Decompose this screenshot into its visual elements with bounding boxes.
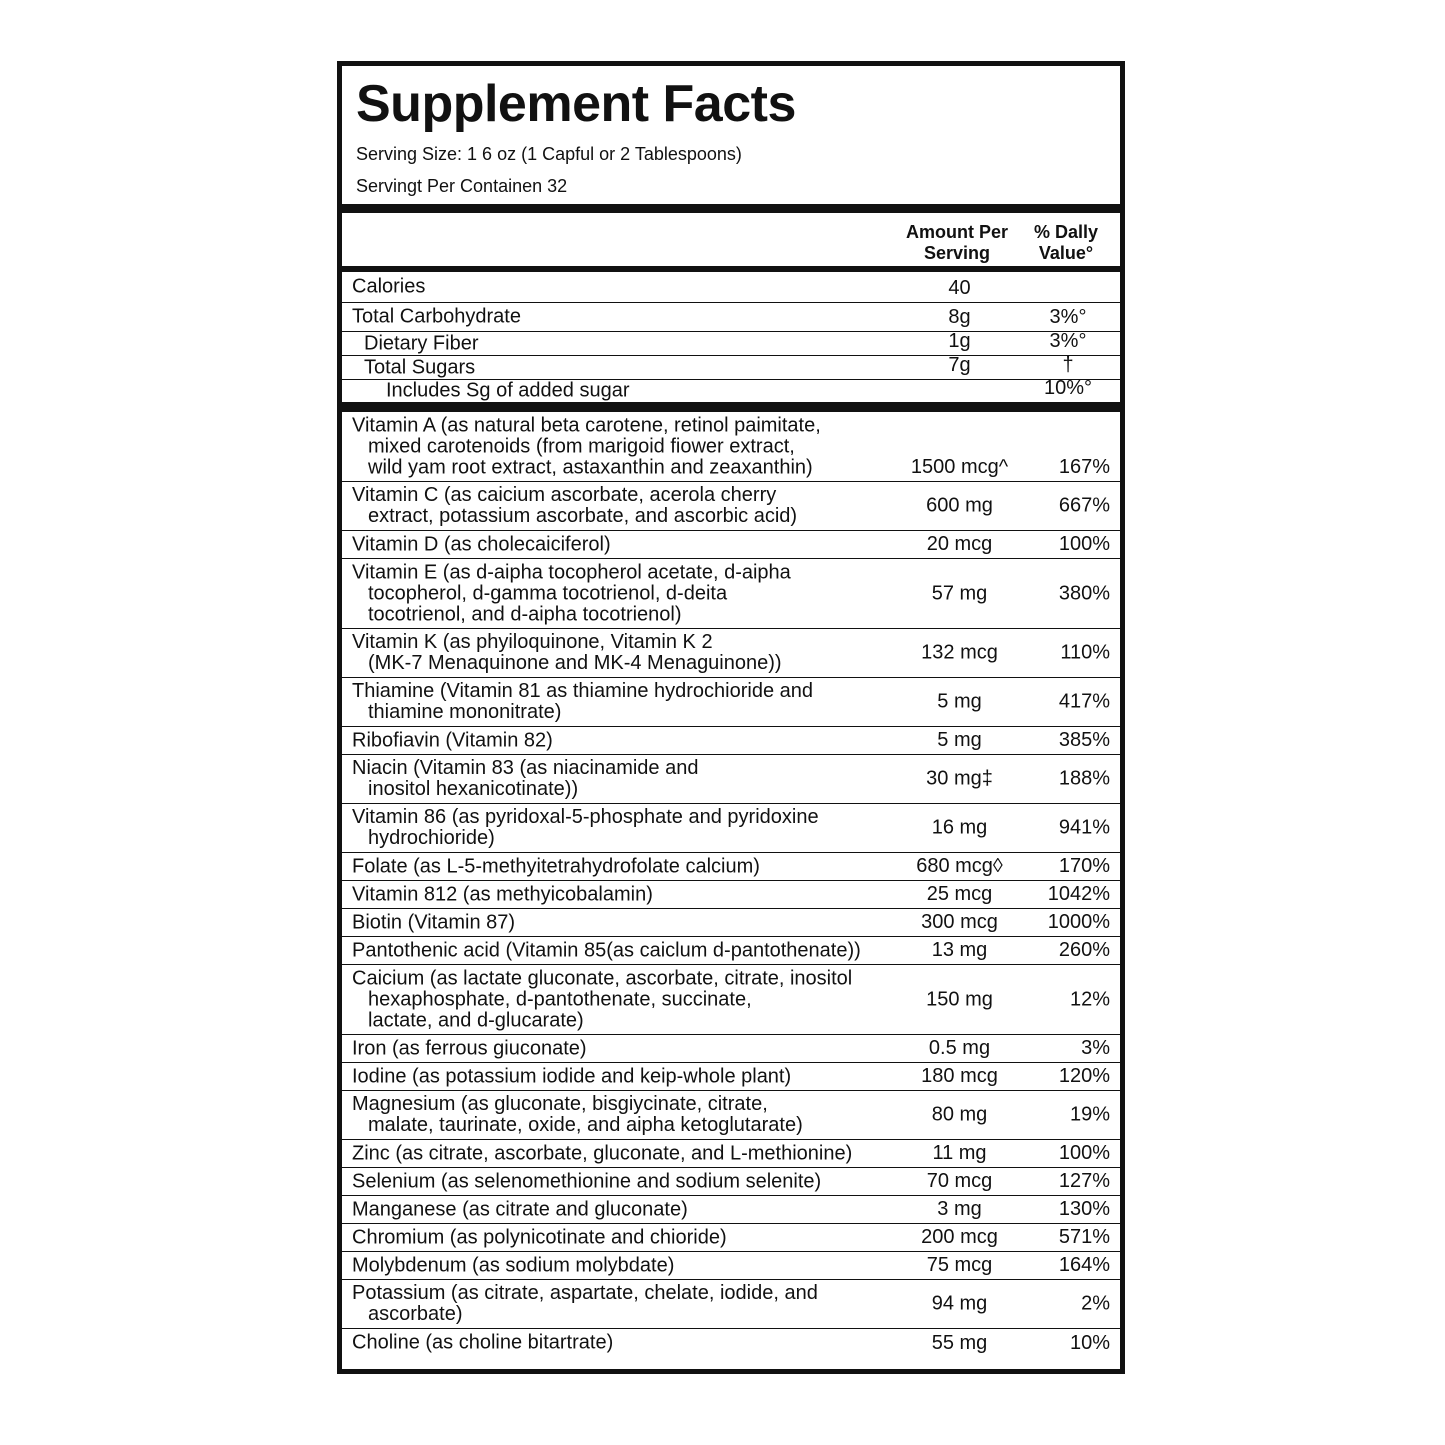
thick-divider-2 [342,402,1120,412]
daily-value-header [1022,222,1110,264]
nutrient-name-line: Vitamin C (as caicium ascorbate, acerola cherry [352,484,777,506]
nutrient-name [352,415,932,478]
nutrient-daily-value: 380% [1058,582,1110,604]
nutrient-name-line: Thiamine (Vitamin 81 as thiamine hydrochioride and [352,680,813,702]
nutrient-name-line: tocopherol, d-gamma tocotrienol, d-deita [368,582,728,604]
servings-per-container: Servingt Per Containen 32 [356,176,568,196]
nutrient-name-line: Niacin (Vitamin 83 (as niacinamide and [352,757,699,779]
nutrient-name-line: hydrochioride) [368,827,495,849]
nutrient-row [342,755,1120,804]
nutrient-name [352,968,932,1031]
nutrient-amount: 680 mcg◊ [916,855,1003,877]
macro-row [342,377,1120,402]
nutrient-name [352,1199,932,1220]
nutrient-amount: 16 mg [931,816,988,839]
nutrient-name [352,807,932,849]
nutrient-name-line: Vitamin E (as d-aipha tocopherol acetate, d-aipha [352,561,791,583]
nutrient-daily-value: 571% [1058,1226,1110,1248]
dv-header-line2: Value° [1038,243,1094,263]
nutrient-row [342,678,1120,727]
nutrient-daily-value: 941% [1058,816,1110,839]
nutrient-amount: 20 mcg [926,533,993,555]
nutrient-row [342,1329,1120,1357]
nutrient-name-line: Iron (as ferrous giuconate) [352,1037,587,1059]
nutrient-row [342,482,1120,531]
nutrient-name-line: Vitamin A (as natural beta carotene, retinol paimitate, [352,414,821,436]
macro-row [342,272,1120,303]
macro-name: Total Sugars [364,356,476,378]
nutrient-amount: 0.5 mg [928,1037,991,1059]
amount-per-serving-header [902,222,1012,264]
nutrient-name [352,884,932,905]
nutrient-daily-value: 120% [1058,1065,1110,1087]
nutrient-amount: 5 mg [937,729,982,751]
nutrient-amount: 600 mg [926,494,993,517]
nutrient-row [342,559,1120,629]
nutrient-row [342,1091,1120,1140]
serving-size: Serving Size: 1 6 oz (1 Capful or 2 Tablespoons) [356,144,742,164]
macro-daily-value: † [1062,354,1074,376]
nutrient-row [342,853,1120,881]
nutrient-name [352,1227,932,1248]
macro-name: Total Carbohydrate [352,305,521,328]
supplement-facts-panel [337,61,1125,1374]
nutrient-amount: 1500 mcg^ [910,456,1009,478]
nutrient-amount: 150 mg [926,988,993,1010]
nutrient-name-line: (MK-7 Menaquinone and MK-4 Menaguinone)) [368,652,782,674]
nutrient-amount: 30 mg‡ [926,767,993,790]
nutrient-amount: 180 mcg [921,1065,998,1087]
panel-title: Supplement Facts [356,75,796,133]
nutrient-daily-value: 260% [1058,939,1110,961]
nutrient-amount: 80 mg [931,1103,988,1126]
nutrient-amount: 200 mcg [921,1226,998,1248]
nutrient-daily-value: 1042% [1047,883,1110,905]
nutrient-row [342,937,1120,965]
nutrient-daily-value: 100% [1058,533,1110,555]
nutrient-row [342,727,1120,755]
nutrient-daily-value: 100% [1058,1142,1110,1164]
nutrient-name-line: Biotin (Vitamin 87) [352,911,516,933]
macro-daily-value: 10%° [1043,377,1093,399]
nutrient-name-line: Chromium (as polynicotinate and chioride) [352,1226,727,1248]
nutrient-row [342,1035,1120,1063]
nutrient-name [352,940,932,961]
macro-amount: 1g [948,330,971,352]
nutrient-name [352,485,932,527]
nutrient-amount: 132 mcg [921,641,998,664]
nutrient-amount: 3 mg [937,1198,982,1220]
nutrient-name-line: inositol hexanicotinate)) [368,778,579,800]
macro-amount: 8g [948,306,971,328]
macro-name: Includes Sg of added sugar [386,379,630,402]
nutrient-name [352,1143,932,1164]
macro-amount: 40 [948,277,971,299]
macro-row [342,356,1120,380]
nutrient-name [352,730,932,751]
nutrient-name [352,632,932,674]
nutrient-row [342,965,1120,1035]
nutrient-daily-value: 164% [1058,1254,1110,1276]
macro-name: Dietary Fiber [364,332,479,354]
nutrient-name-line: extract, potassium ascorbate, and ascorbic acid) [368,505,798,527]
nutrient-amount: 70 mcg [926,1170,993,1192]
nutrient-daily-value: 170% [1058,855,1110,877]
nutrient-name [352,758,932,800]
nutrient-name-line: Molybdenum (as sodium molybdate) [352,1254,675,1276]
macro-daily-value: 3%° [1049,330,1087,352]
nutrient-name [352,681,932,723]
nutrient-name-line: Folate (as L-5-methyitetrahydrofolate calcium) [352,855,760,877]
amount-header-line1: Amount Per [905,222,1008,242]
nutrient-daily-value: 110% [1060,641,1110,664]
nutrient-name [352,1171,932,1192]
macro-name: Calories [352,275,426,298]
nutrient-name-line: ascorbate) [368,1303,463,1325]
nutrient-name [352,912,932,933]
nutrient-name-line: hexaphosphate, d-pantothenate, succinate, [368,988,752,1010]
nutrient-name [352,856,932,877]
nutrient-name [352,1094,932,1136]
nutrient-daily-value: 130% [1058,1198,1110,1220]
nutrient-name-line: Choline (as choline bitartrate) [352,1331,614,1354]
nutrient-row [342,629,1120,678]
thick-divider [342,204,1120,213]
nutrient-row [342,1140,1120,1168]
nutrient-name-line: Ribofiavin (Vitamin 82) [352,729,553,751]
nutrient-row [342,1063,1120,1091]
nutrient-daily-value: 188% [1058,767,1110,790]
nutrient-name-line: Vitamin K (as phyiloquinone, Vitamin K 2 [352,631,713,653]
dv-header-line1: % Dally [1033,222,1099,242]
nutrient-name-line: Selenium (as selenomethionine and sodium selenite) [352,1170,822,1192]
nutrient-row [342,1252,1120,1280]
nutrient-daily-value: 12% [1069,988,1110,1010]
nutrient-daily-value: 10% [1069,1332,1110,1354]
nutrient-row [342,1196,1120,1224]
nutrient-daily-value: 385% [1058,729,1110,751]
nutrient-name [352,1255,932,1276]
macro-row [342,303,1120,332]
nutrient-amount: 75 mcg [926,1254,993,1276]
nutrient-name [352,1066,932,1087]
nutrient-name [352,534,932,555]
nutrient-amount: 5 mg [937,690,982,713]
nutrient-amount: 57 mg [931,582,988,604]
nutrient-name-line: tocotrienol, and d-aipha tocotrienol) [368,603,682,625]
nutrient-name-line: Caicium (as lactate gluconate, ascorbate, citrate, inositol [352,967,853,989]
nutrient-amount: 11 mg [932,1142,987,1164]
nutrient-amount: 55 mg [931,1332,988,1354]
nutrient-name-line: Magnesium (as gluconate, bisgiycinate, citrate, [352,1093,768,1115]
nutrient-name-line: Vitamin D (as cholecaiciferol) [352,533,611,555]
nutrient-name-line: Iodine (as potassium iodide and keip-whole plant) [352,1065,792,1087]
nutrient-amount: 94 mg [931,1292,988,1315]
nutrient-name-line: malate, taurinate, oxide, and aipha ketoglutarate) [368,1114,803,1136]
nutrient-name-line: Potassium (as citrate, aspartate, chelate, iodide, and [352,1282,818,1304]
nutrient-row [342,1280,1120,1329]
nutrient-name-line: Vitamin 86 (as pyridoxal-5-phosphate and pyridoxine [352,806,819,828]
nutrient-row [342,1224,1120,1252]
nutrient-name-line: Manganese (as citrate and gluconate) [352,1198,688,1220]
nutrient-daily-value: 127% [1058,1170,1110,1192]
nutrient-name [352,1038,932,1059]
nutrient-amount: 25 mcg [926,883,993,905]
nutrient-daily-value: 3% [1081,1037,1110,1059]
nutrient-name-line: Zinc (as citrate, ascorbate, gluconate, and L-methionine) [352,1142,853,1164]
nutrient-row [342,531,1120,559]
nutrient-name [352,1283,932,1325]
nutrient-daily-value: 2% [1081,1292,1110,1315]
nutrient-daily-value: 19% [1069,1103,1110,1126]
nutrient-name-line: wild yam root extract, astaxanthin and zeaxanthin) [368,456,813,478]
nutrient-row [342,412,1120,482]
nutrient-daily-value: 1000% [1047,911,1110,933]
nutrient-daily-value: 167% [1058,456,1110,478]
nutrient-daily-value: 667% [1058,494,1110,517]
nutrient-name-line: mixed carotenoids (from marigoid fiower extract, [368,435,795,457]
nutrient-name [352,562,932,625]
nutrient-row [342,1168,1120,1196]
nutrient-row [342,804,1120,853]
nutrient-name-line: Vitamin 812 (as methyicobalamin) [352,883,653,905]
nutrient-row [342,909,1120,937]
nutrient-name-line: lactate, and d-glucarate) [368,1009,584,1031]
macro-row [342,332,1120,356]
nutrient-daily-value: 417% [1058,690,1110,713]
macro-daily-value: 3%° [1049,306,1087,328]
macro-amount: 7g [948,354,971,376]
nutrient-name [352,1333,932,1354]
amount-header-line2: Serving [923,243,991,263]
nutrient-amount: 300 mcg [921,911,998,933]
nutrient-name-line: thiamine mononitrate) [368,701,562,723]
nutrient-amount: 13 mg [931,939,988,961]
nutrient-name-line: Pantothenic acid (Vitamin 85(as caiclum d-pantothenate)) [352,939,861,961]
nutrient-row [342,881,1120,909]
